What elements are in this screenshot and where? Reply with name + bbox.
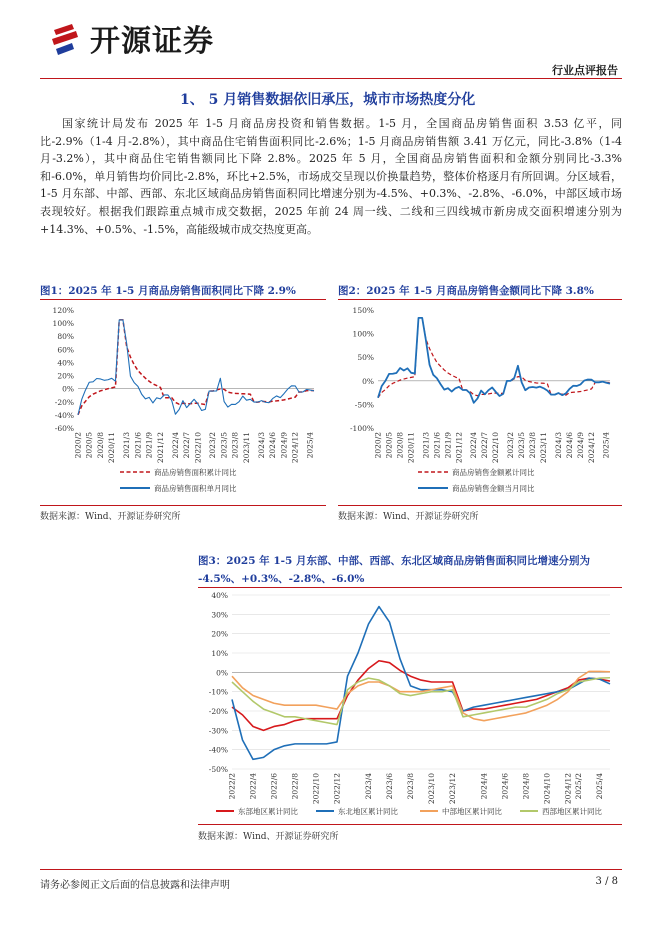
legend-label-0: 东部地区累计同比 — [238, 807, 298, 816]
fig3-source: 数据来源：Wind、开源证券研究所 — [198, 832, 339, 842]
x-tick-label: 2024/6 — [564, 432, 574, 459]
y-tick-label: 120% — [52, 306, 74, 315]
x-tick-label: 2022/10 — [193, 432, 203, 464]
x-tick-label: 2024/12 — [563, 773, 573, 805]
fig1-source: 数据来源：Wind、开源证券研究所 — [40, 512, 181, 522]
fig2-title-rule — [338, 299, 622, 300]
fig1-bottom-rule — [40, 505, 326, 506]
x-tick-label: 2023/12 — [447, 773, 457, 805]
report-type-label: 行业点评报告 — [552, 64, 618, 77]
x-tick-label: 2023/6 — [384, 773, 394, 800]
fig3-chart — [198, 589, 622, 821]
x-tick-label: 2020/5 — [384, 432, 394, 459]
x-tick-label: 2023/11 — [539, 432, 549, 464]
x-tick-label: 2022/7 — [182, 432, 192, 459]
x-tick-label: 2024/12 — [586, 432, 596, 464]
footer-divider — [40, 869, 622, 870]
y-tick-label: -40% — [208, 745, 228, 755]
fig3-bottom-rule — [198, 824, 622, 825]
y-tick-label: -60% — [54, 424, 74, 433]
x-tick-label: 2023/11 — [241, 432, 251, 464]
x-tick-label: 2021/12 — [155, 432, 165, 464]
fig2-chart — [338, 302, 622, 502]
x-tick-label: 2025/4 — [594, 773, 604, 800]
page-number: 3 / 8 — [595, 876, 618, 887]
header-divider — [40, 78, 622, 79]
x-tick-label: 2020/5 — [84, 432, 94, 459]
y-tick-label: 80% — [57, 332, 74, 342]
y-tick-label: -30% — [208, 726, 228, 736]
x-tick-label: 2024/4 — [479, 773, 489, 800]
x-tick-label: 2022/10 — [491, 432, 501, 464]
x-tick-label: 2020/2 — [373, 432, 383, 459]
legend-label-1: 商品房销售金额当月同比 — [452, 484, 535, 493]
x-tick-label: 2022/8 — [290, 773, 300, 800]
legend-label-1: 商品房销售面积单月同比 — [154, 484, 237, 493]
x-tick-label: 2024/12 — [290, 432, 300, 464]
series-line-0 — [78, 320, 314, 415]
section-title: 1、 5 月销售数据依旧承压，城市市场热度分化 — [180, 92, 476, 108]
y-tick-label: 100% — [352, 329, 374, 339]
y-tick-label: -50% — [208, 765, 228, 774]
x-tick-label: 2021/12 — [454, 432, 464, 464]
y-tick-label: 150% — [352, 306, 374, 315]
legend-label-0: 商品房销售金额累计同比 — [452, 468, 535, 477]
legend-label-3: 西部地区累计同比 — [542, 807, 602, 816]
x-tick-label: 2020/11 — [107, 432, 117, 464]
x-tick-label: 2022/12 — [332, 773, 342, 805]
x-tick-label: 2023/8 — [528, 432, 538, 459]
x-tick-label: 2022/10 — [311, 773, 321, 805]
x-tick-label: 2022/4 — [248, 773, 258, 800]
x-tick-label: 2025/2 — [573, 773, 583, 800]
brand-logo-icon — [50, 22, 84, 56]
x-tick-label: 2024/6 — [268, 432, 278, 459]
y-tick-label: 30% — [211, 610, 228, 620]
x-tick-label: 2020/8 — [95, 432, 105, 459]
brand-name: 开源证券 — [90, 24, 214, 59]
x-tick-label: 2024/9 — [279, 432, 289, 459]
y-tick-label: 20% — [211, 629, 228, 639]
y-tick-label: 0% — [62, 384, 74, 394]
y-tick-label: 40% — [211, 591, 228, 600]
x-tick-label: 2023/8 — [405, 773, 415, 800]
series-line-1 — [378, 318, 610, 403]
x-tick-label: 2023/5 — [219, 432, 229, 459]
y-tick-label: 0% — [216, 668, 228, 678]
x-tick-label: 2022/7 — [480, 432, 490, 459]
x-tick-label: 2025/4 — [601, 432, 611, 459]
x-tick-label: 2024/3 — [256, 432, 266, 459]
fig2-bottom-rule — [338, 505, 622, 506]
y-tick-label: -20% — [54, 397, 74, 407]
x-tick-label: 2024/3 — [553, 432, 563, 459]
y-tick-label: 20% — [57, 371, 74, 381]
fig1-title: 图1：2025 年 1-5 月商品房销售面积同比下降 2.9% — [40, 285, 296, 297]
x-tick-label: 2020/11 — [406, 432, 416, 464]
y-tick-label: 40% — [57, 358, 74, 368]
x-tick-label: 2023/2 — [208, 432, 218, 459]
y-tick-label: -100% — [350, 424, 374, 433]
fig1-title-rule — [40, 299, 326, 300]
y-tick-label: -40% — [54, 410, 74, 420]
x-tick-label: 2021/9 — [443, 432, 453, 459]
x-tick-label: 2021/3 — [421, 432, 431, 459]
x-tick-label: 2021/6 — [133, 432, 143, 459]
fig3-title-line2: -4.5%、+0.3%、-2.8%、-6.0% — [198, 573, 365, 585]
legend-label-1: 东北地区累计同比 — [338, 807, 398, 816]
x-tick-label: 2021/9 — [144, 432, 154, 459]
x-tick-label: 2025/4 — [305, 432, 315, 459]
legend-label-0: 商品房销售面积累计同比 — [154, 468, 237, 477]
fig2-source: 数据来源：Wind、开源证券研究所 — [338, 512, 479, 522]
y-tick-label: 0% — [362, 376, 374, 386]
x-tick-label: 2022/4 — [469, 432, 479, 459]
x-tick-label: 2023/8 — [230, 432, 240, 459]
section-paragraph: 国家统计局发布 2025 年 1-5 月商品房投资和销售数据。1-5 月，全国商品房销售面积 3.53 亿平，同比-2.9%（1-4 月-2.8%），其中商品住宅销售面积同比-2.6%；1-5 月商品房销售额 3.41 万亿元，同比-3.8%（1-4 月-3.2%），其中商品住宅销售额同比下降 2.8%。2025 年 5 月，全国商品房销售面积和金额分别同比-3.3%和-6.0%，单月销售均价同比-2.8%，环比+2.5%，市场成交呈现以价换量趋势，整体价格逐月有所回调。分区域看，1-5 月东部、中部、西部、东北区域商品房销售面积同比增速分别为-4.5%、+0.3%、-2.8%、-6.0%，中部区域市场表现较好。根据我们跟踪重点城市成交数据，2025 年前 24 周一线、二线和三四线城市新房成交面积增速分别为+14.3%、+0.5%、-1.5%，高能级城市成交热度更高。 — [40, 117, 622, 236]
x-tick-label: 2024/9 — [575, 432, 585, 459]
fig2-title: 图2：2025 年 1-5 月商品房销售金额同比下降 3.8% — [338, 285, 594, 297]
y-tick-label: 60% — [57, 345, 74, 355]
x-tick-label: 2023/4 — [363, 773, 373, 800]
y-tick-label: -50% — [354, 400, 374, 410]
x-tick-label: 2022/6 — [269, 773, 279, 800]
x-tick-label: 2024/8 — [521, 773, 531, 800]
x-tick-label: 2024/10 — [542, 773, 552, 805]
x-tick-label: 2023/5 — [517, 432, 527, 459]
x-tick-label: 2024/6 — [500, 773, 510, 800]
fig1-chart — [40, 302, 326, 502]
x-tick-label: 2021/6 — [432, 432, 442, 459]
fig3-title-rule — [198, 587, 622, 588]
x-tick-label: 2022/4 — [170, 432, 180, 459]
y-tick-label: 50% — [357, 353, 374, 363]
fig3-title-line1: 图3：2025 年 1-5 月东部、中部、西部、东北区域商品房销售面积同比增速分别为 — [198, 555, 590, 567]
y-tick-label: 10% — [211, 649, 228, 658]
y-tick-label: -20% — [208, 707, 228, 716]
x-tick-label: 2020/2 — [73, 432, 83, 459]
x-tick-label: 2022/2 — [227, 773, 237, 800]
x-tick-label: 2023/2 — [505, 432, 515, 459]
series-line-1 — [232, 607, 610, 760]
x-tick-label: 2023/10 — [426, 773, 436, 805]
legend-label-2: 中部地区累计同比 — [442, 807, 502, 816]
y-tick-label: 100% — [52, 319, 74, 329]
y-tick-label: -10% — [208, 687, 228, 697]
footer-disclaimer: 请务必参阅正文后面的信息披露和法律声明 — [40, 880, 230, 891]
x-tick-label: 2020/8 — [395, 432, 405, 459]
x-tick-label: 2021/3 — [122, 432, 132, 459]
